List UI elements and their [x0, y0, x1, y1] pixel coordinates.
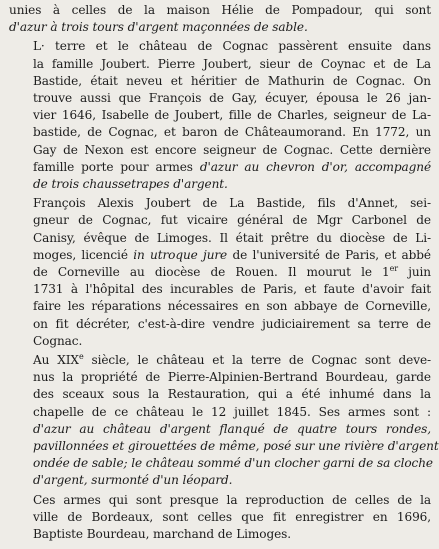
text-run: de l'université de Paris, et abbé	[227, 247, 431, 262]
text-line: L· terre et le château de Cognac passèrent ensuite dans	[33, 39, 431, 54]
text-line: Cognac.	[33, 333, 83, 348]
text-line: Gay de Nexon est encore seigneur de Cognac. Cette dernière	[33, 142, 431, 157]
text-line: 1731 à l'hôpital des incurables de Paris, et faute d'avoir fait	[33, 282, 431, 297]
text-run: juin	[398, 265, 431, 280]
text-line: faire les réparations nécessaires en son abbaye de Corneville,	[33, 299, 431, 314]
text-line: vier 1646, Isabelle de Joubert, fille de Charles, seigneur de La-	[33, 108, 431, 123]
text-line: on fit décréter, c'est-à-dire vendre judiciairement sa terre de	[33, 316, 431, 331]
text-line: nus la propriété de Pierre-Alpinien-Bertrand Bourdeau, garde	[33, 370, 431, 385]
text-line: des sceaux sous la Restauration, qui a été inhumé dans la	[33, 387, 431, 402]
text-run-italic: d'azur au chevron d'or, accompagné	[199, 159, 432, 174]
text-run-italic: in utroque jure	[133, 247, 228, 262]
text-line-italic: de trois chaussetrapes d'argent.	[33, 177, 228, 192]
text-line: Baptiste Bourdeau, marchand de Limoges.	[33, 527, 292, 542]
superscript: e	[78, 352, 84, 362]
text-line	[9, 264, 431, 281]
text-run: moges, licencié	[33, 247, 134, 262]
text-line: Bastide, était neveu et héritier de Mathurin de Cognac. On	[33, 73, 431, 88]
text-line: Ces armes qui sont presque la reproduction de celles de la	[33, 492, 431, 507]
text-line: unies à celles de la maison Hélie de Pompadour, qui sont	[9, 3, 431, 17]
paragraph-1	[9, 2, 431, 36]
text-line: chapelle de ce château le 12 juillet 1845. Ses armes sont :	[33, 404, 431, 419]
text-line	[9, 352, 431, 369]
paragraph-3	[9, 195, 431, 350]
text-run: siècle, le château et la terre de Cognac sont deve-	[83, 353, 432, 368]
text-line: François Alexis Joubert de La Bastide, fils d'Annet, sei-	[33, 196, 431, 211]
text-line-italic: d'azur au château d'argent flanqué de quatre tours rondes,	[33, 421, 431, 436]
text-line: trouve aussi que François de Gay, écuyer, épousa le 26 jan-	[33, 91, 431, 106]
text-line: ville de Bordeaux, sont celles que fit enregistrer en 1696,	[33, 509, 431, 524]
text-line-italic: pavillonnées et girouettées de même, posé sur une rivière d'argent	[33, 439, 439, 454]
text-line: gneur de Cognac, fut vicaire général de Mgr Carbonel de	[33, 213, 431, 228]
text-run: de Corneville au diocèse de Rouen. Il mourut le 1	[33, 265, 390, 280]
text-line-italic: ondée de sable; le château sommé d'un clocher garni de sa cloche	[33, 456, 433, 471]
text-line: Canisy, évêque de Limoges. Il était prêtre du diocèse de Li-	[33, 230, 431, 245]
text-line: bastide, de Cognac, et baron de Châteaumorand. En 1772, un	[33, 125, 431, 140]
text-line	[9, 159, 431, 176]
paragraph-5	[9, 492, 431, 544]
text-line: la famille Joubert. Pierre Joubert, sieur de Coynac et de La	[33, 56, 431, 71]
paragraph-2	[9, 38, 431, 193]
text-line-italic: d'argent, surmonté d'un léopard.	[33, 473, 233, 488]
superscript: er	[389, 264, 399, 274]
text-run: famille porte pour armes	[33, 159, 200, 174]
paragraph-4	[9, 352, 439, 490]
text-line-italic: d'azur à trois tours d'argent maçonnées de sable.	[9, 20, 308, 35]
text-line	[9, 247, 431, 264]
text-run: Au XIX	[33, 353, 79, 368]
